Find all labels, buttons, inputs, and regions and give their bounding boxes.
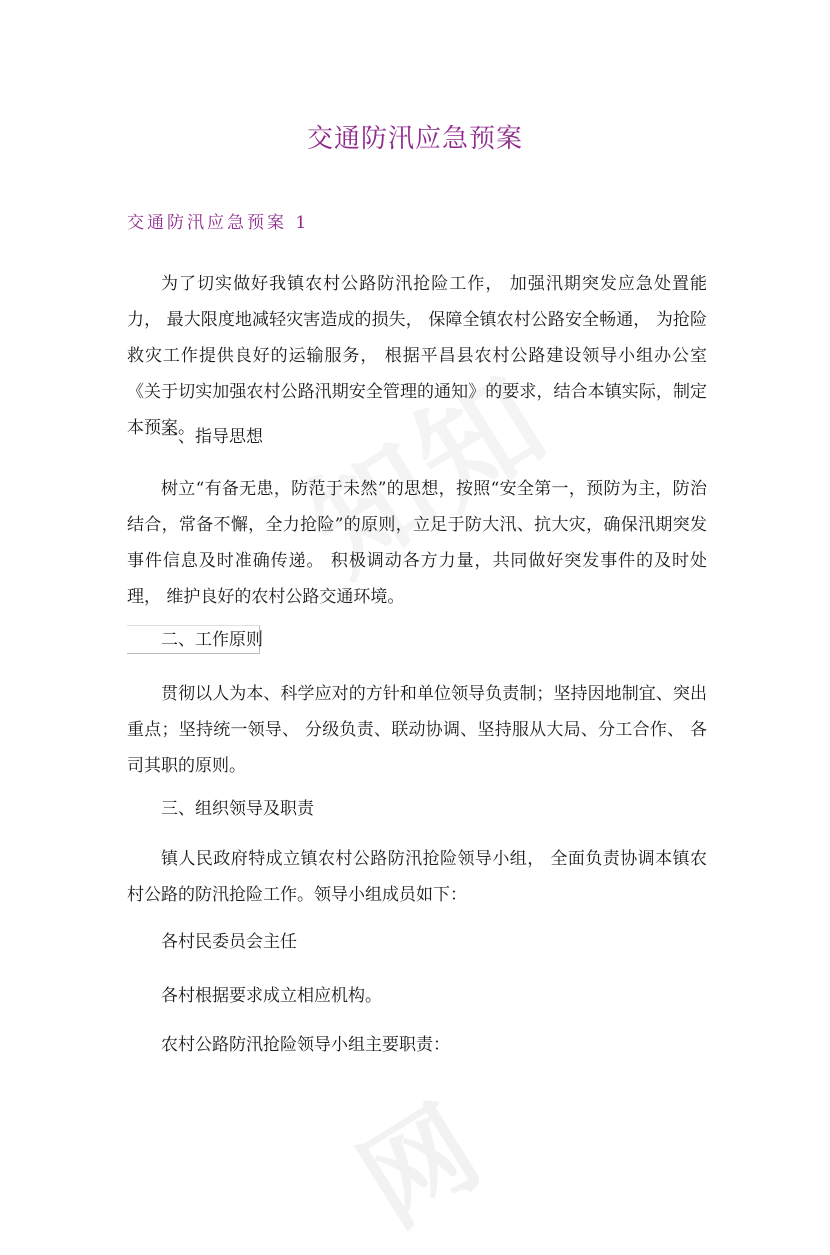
section-heading-box — [127, 625, 263, 654]
section-heading-work-principles: 二、工作原则 — [161, 630, 263, 650]
line-main-duties: 农村公路防汛抢险领导小组主要职责： — [161, 1035, 450, 1055]
line-committee-members: 各村民委员会主任 — [161, 932, 297, 952]
section-heading-guiding-thought: 一、指导思想 — [161, 427, 263, 447]
intro-paragraph: 为了切实做好我镇农村公路防汛抢险工作， 加强汛期突发应急处置能力， 最大限度地减轻灾害造成的损失， 保障全镇农村公路安全畅通， 为抢险救灾工作提供良好的运输服务， 根据平昌县农村公路建设领导小组办公室《关于切实加强农村公路汛期安全管理的通知》的要求，结合本镇实际，制定本预案。 — [127, 274, 707, 438]
watermark-bottom: 网 — [339, 1083, 501, 1251]
section-text-organization: 镇人民政府特成立镇农村公路防汛抢险领导小组， 全面负责协调本镇农村公路的防汛抢险工作。领导小组成员如下： — [127, 849, 707, 905]
section-heading-organization: 三、组织领导及职责 — [161, 799, 314, 819]
document-title: 交通防汛应急预案 — [306, 124, 523, 154]
line-village-organizations: 各村根据要求成立相应机构。 — [161, 986, 382, 1006]
section-text-guiding-thought: 树立“有备无患，防范于未然”的思想，按照“安全第一，预防为主，防治结合，常备不懈，全力抢险”的原则，立足于防大汛、抗大灾，确保汛期突发事件信息及时准确传递。 积极调动各方力量，共同做好突发事件的及时处理， 维护良好的农村公路交通环境。 — [127, 479, 707, 607]
section-text-work-principles: 贯彻以人为本、科学应对的方针和单位领导负责制；坚持因地制宜、突出重点；坚持统一领导、 分级负责、联动协调、坚持服从大局、分工合作、 各司其职的原则。 — [127, 684, 707, 776]
document-subtitle: 交通防汛应急预案 1 — [127, 213, 310, 233]
